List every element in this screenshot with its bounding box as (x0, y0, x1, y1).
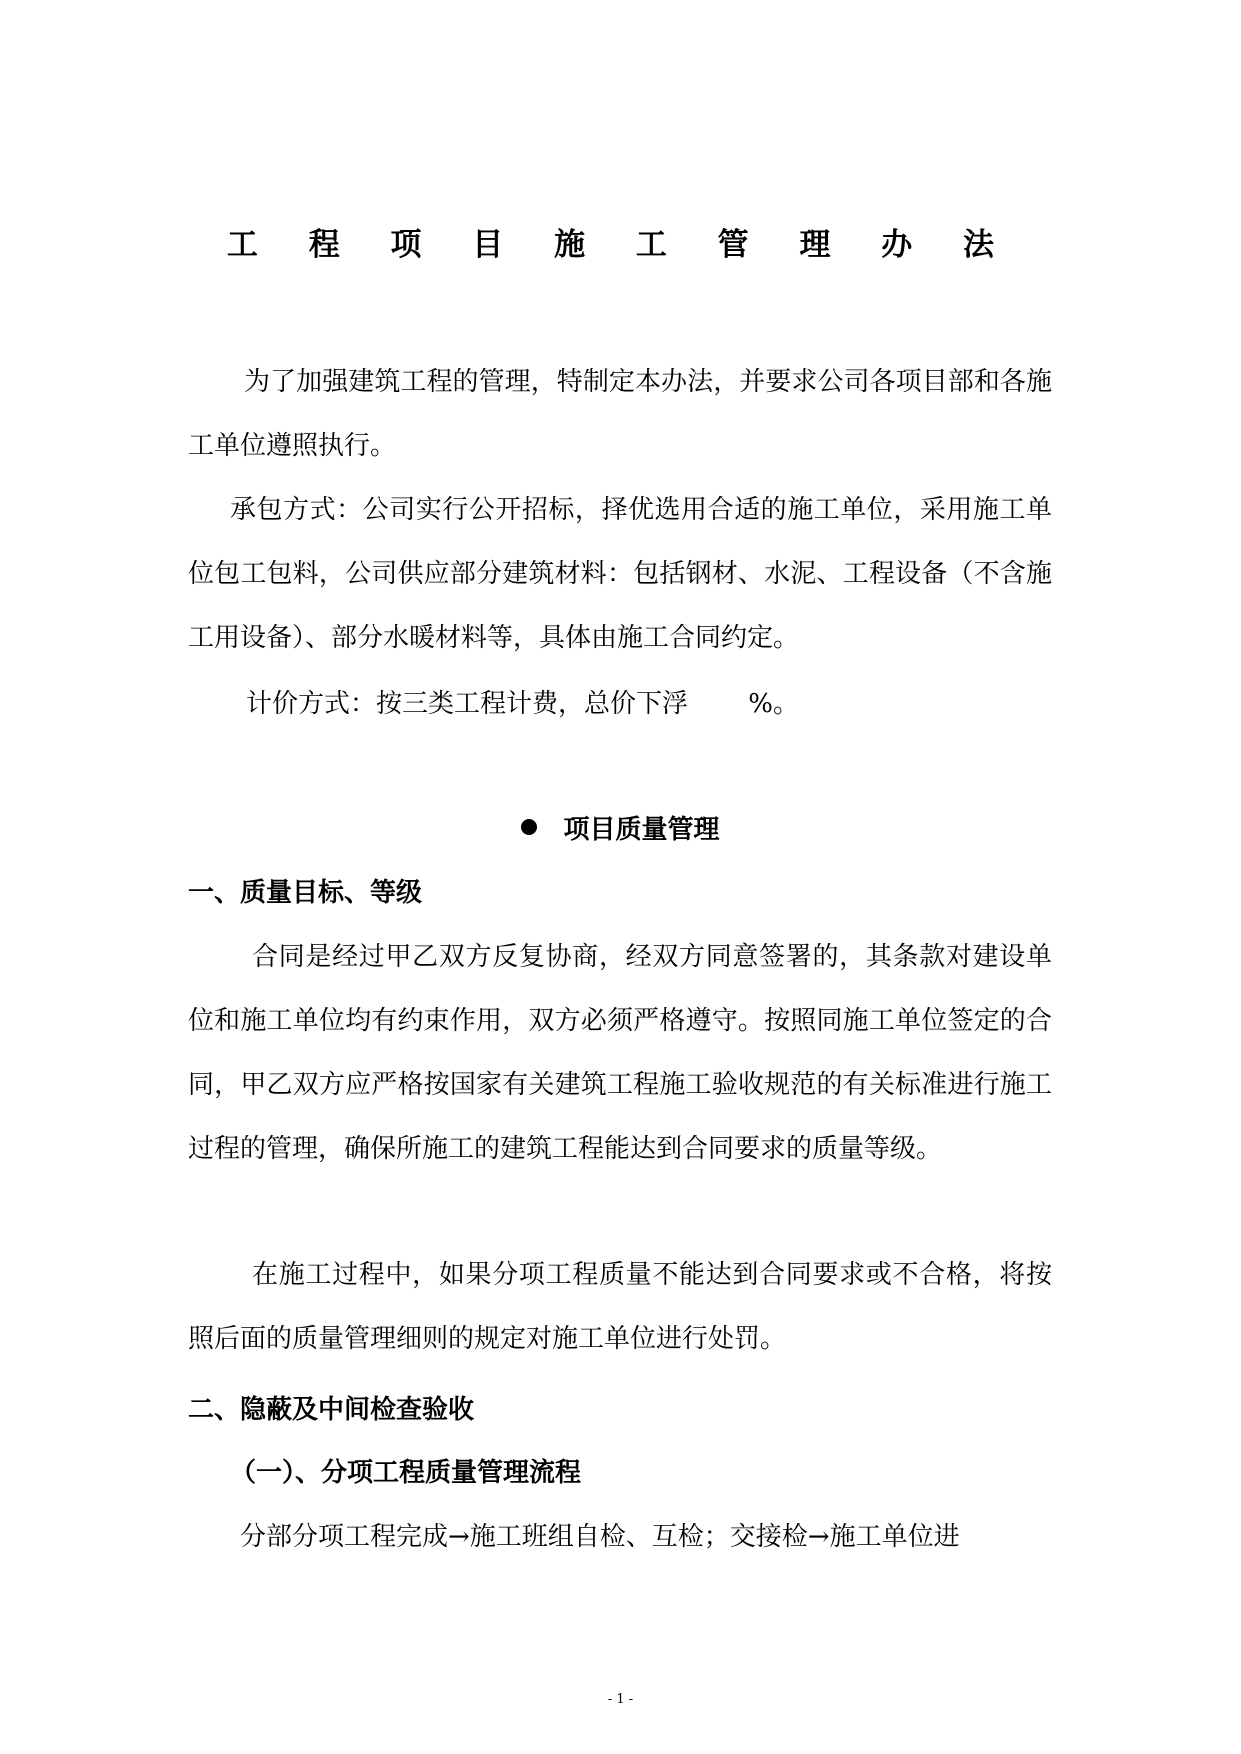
subheading-process: （一）、分项工程质量管理流程 (230, 1458, 582, 1488)
section-title-text: 项目质量管理 (563, 815, 720, 845)
document-title: 工 程 项 目 施 工 管 理 办 法 (226, 227, 1015, 263)
quality-paragraph-1: 合同是经过甲乙双方反复协商，经双方同意签署的，其条款对建设单位和施工单位均有约束作用，双方必须严格遵守。按照同施工单位签定的合同，甲乙双方应严格按国家有关建筑工程施工验收规范的有关标准进行施工过程的管理，确保所施工的建筑工程能达到合同要求的质量等级。 (188, 942, 1052, 1164)
bullet-icon (521, 819, 537, 835)
heading-quality-goals: 一、质量目标、等级 (188, 878, 423, 908)
heading-inspection: 二、隐蔽及中间检查验收 (188, 1395, 475, 1425)
page-number: - 1 - (607, 1692, 634, 1707)
section-title (0, 810, 1241, 850)
quality-paragraph-2: 在施工过程中，如果分项工程质量不能达到合同要求或不合格，将按照后面的质量管理细则的规定对施工单位进行处罚。 (188, 1260, 1052, 1354)
pricing-method-paragraph: 计价方式：按三类工程计费，总价下浮 %。 (246, 689, 799, 719)
process-paragraph: 分部分项工程完成→施工班组自检、互检；交接检→施工单位进 (240, 1522, 960, 1552)
intro-paragraph: 为了加强建筑工程的管理，特制定本办法，并要求公司各项目部和各施工单位遵照执行。 (188, 367, 1052, 461)
contract-method-paragraph: 承包方式：公司实行公开招标，择优选用合适的施工单位，采用施工单位包工包料，公司供应部分建筑材料：包括钢材、水泥、工程设备（不含施工用设备）、部分水暖材料等，具体由施工合同约定。 (188, 495, 1052, 653)
